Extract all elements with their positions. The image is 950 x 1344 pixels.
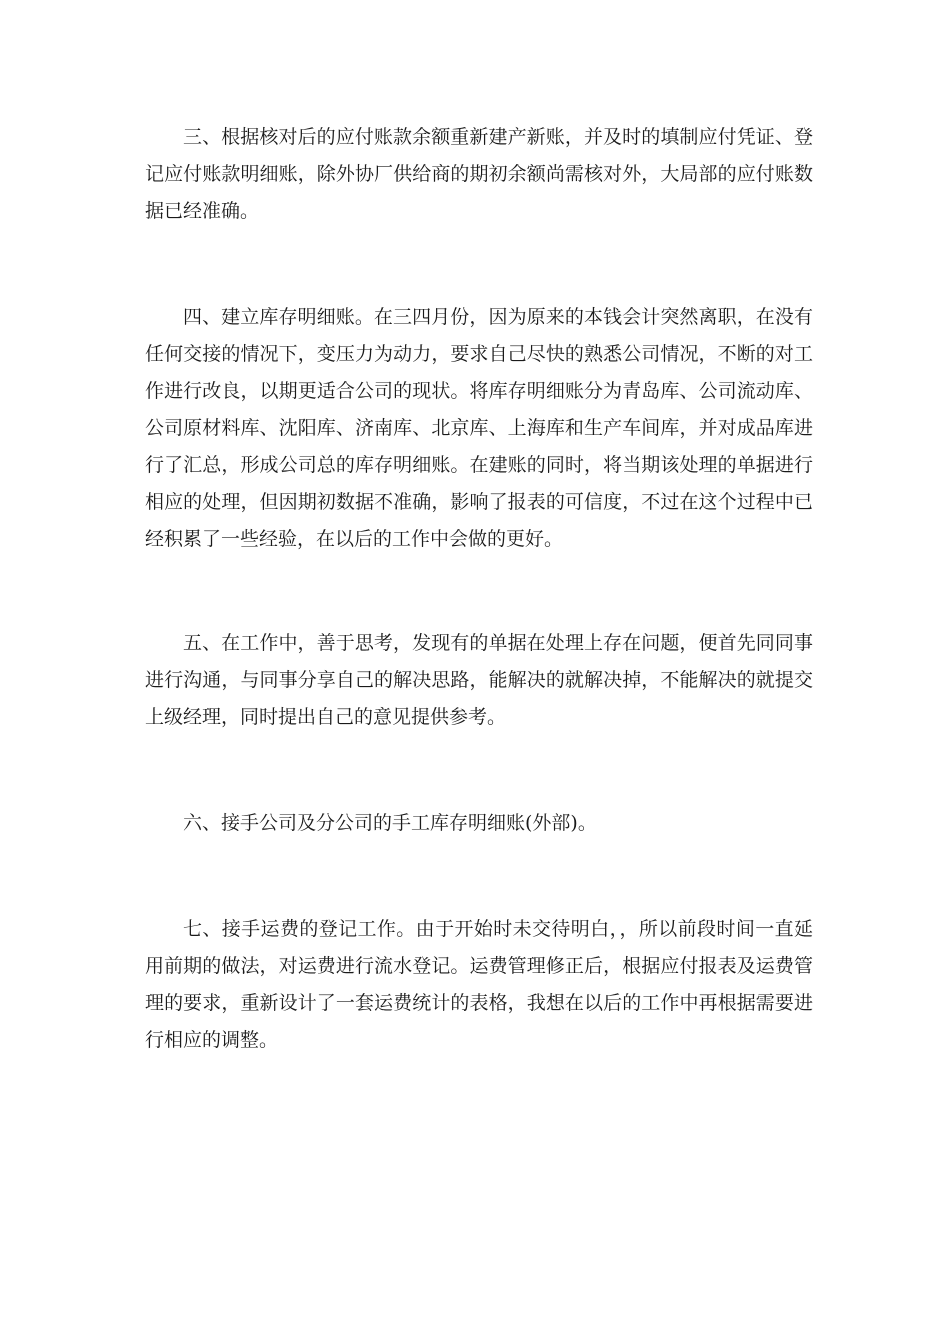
paragraph-six: 六、接手公司及分公司的手工库存明细账(外部)。: [183, 812, 597, 834]
paragraph-five: 五、在工作中，善于思考，发现有的单据在处理上存在问题，便首先同同事进行沟通，与同事分享自己的解决思路，能解决的就解决掉，不能解决的就提交上级经理，同时提出自己的意见提供参考。: [145, 632, 813, 728]
paragraph-three: 三、根据核对后的应付账款余额重新建产新账，并及时的填制应付凭证、登记应付账款明细账，除外协厂供给商的期初余额尚需核对外，大局部的应付账数据已经准确。: [145, 126, 813, 222]
paragraph-four: 四、建立库存明细账。在三四月份，因为原来的本钱会计突然离职，在没有任何交接的情况下，变压力为动力，要求自己尽快的熟悉公司情况，不断的对工作进行改良，以期更适合公司的现状。将库存明细账分为青岛库、公司流动库、公司原材料库、沈阳库、济南库、北京库、上海库和生产车间库，并对成品库进行了汇总，形成公司总的库存明细账。在建账的同时，将当期该处理的单据进行相应的处理，但因期初数据不准确，影响了报表的可信度，不过在这个过程中已经积累了一些经验，在以后的工作中会做的更好。: [145, 306, 813, 550]
paragraph-seven: 七、接手运费的登记工作。由于开始时未交待明白，，所以前段时间一直延用前期的做法，对运费进行流水登记。运费管理修正后，根据应付报表及运费管理的要求，重新设计了一套运费统计的表格，我想在以后的工作中再根据需要进行相应的调整。: [145, 918, 813, 1051]
